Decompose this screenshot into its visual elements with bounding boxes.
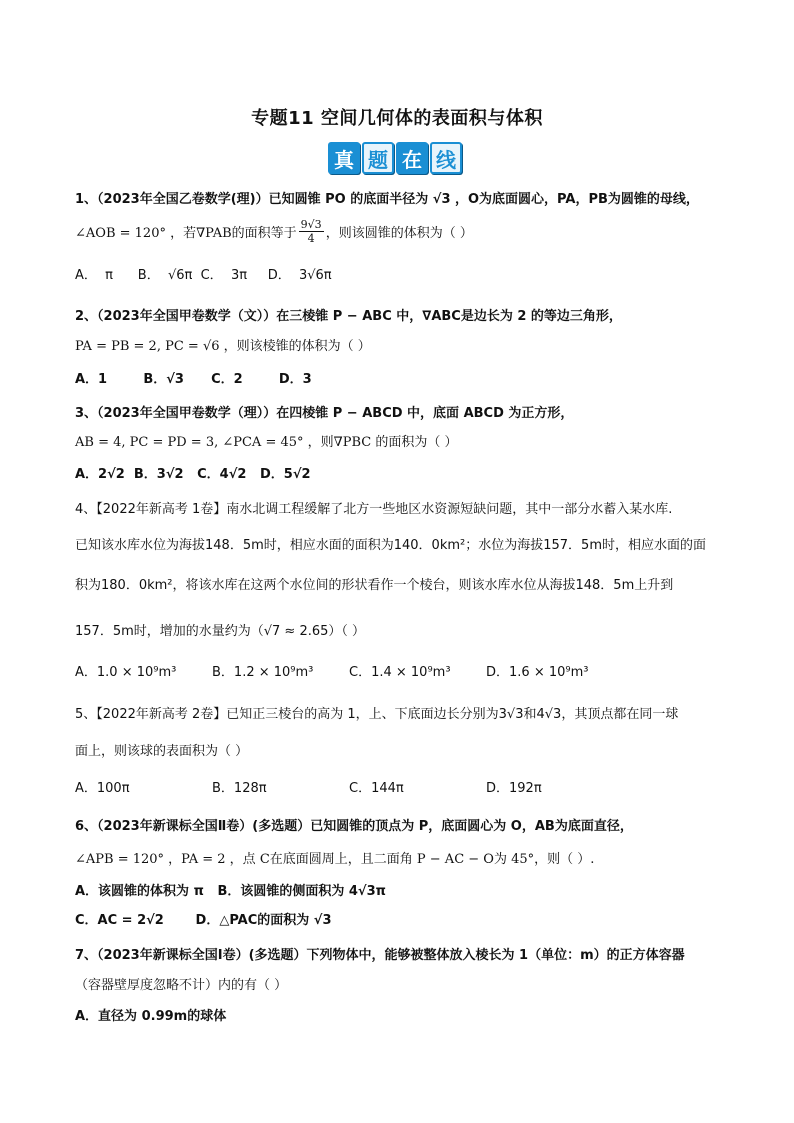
badge-char-2: 题	[362, 142, 394, 174]
zhenti-zaixian-badge	[328, 142, 462, 174]
q2-line-1: 2、（2023年全国甲卷数学（文））在三棱锥 P − ABC 中，∇ABC是边长为 2 的等边三角形，	[75, 309, 622, 324]
q5-option-c: C．144π	[349, 781, 404, 796]
q5-line-1: 5、【2022年新高考 2卷】已知正三棱台的高为 1，上、下底面边长分别为3√3和4√3，其顶点都在同一球	[75, 707, 679, 722]
q1-options: A． π B． √6π C． 3π D． 3√6π	[75, 268, 332, 283]
q2-options: A．1 B．√3 C．2 D．3	[75, 372, 312, 387]
page-title: 专题11 空间几何体的表面积与体积	[251, 108, 543, 129]
q4-option-d: D．1.6 × 10⁹m³	[486, 665, 589, 680]
q3-options: A．2√2 B．3√2 C．4√2 D．5√2	[75, 467, 311, 482]
q1-frac-num: 9√3	[300, 218, 322, 231]
q1-line-1: 1、（2023年全国乙卷数学(理)）已知圆锥 PO 的底面半径为 √3 ，O为底面圆心，PA，PB为圆锥的母线，	[75, 192, 699, 207]
q5-option-b: B．128π	[212, 781, 267, 796]
q1-fraction	[299, 218, 324, 245]
q6-line-2: ∠APB = 120° ，PA = 2 ，点 C在底面圆周上，且二面角 P − AC − O为 45°，则（ ）.	[75, 852, 595, 867]
q4-option-b: B．1.2 × 10⁹m³	[212, 665, 314, 680]
q4-option-a: A．1.0 × 10⁹m³	[75, 665, 177, 680]
q1-line-2	[75, 218, 473, 245]
badge-char-4: 线	[430, 142, 462, 174]
q7-line-1: 7、（2023年新课标全国Ⅰ卷）(多选题）下列物体中，能够被整体放入棱长为 1（单位：m）的正方体容器	[75, 948, 685, 963]
q3-line-1: 3、（2023年全国甲卷数学（理））在四棱锥 P − ABCD 中，底面 ABCD 为正方形，	[75, 406, 574, 421]
q2-line-2: PA = PB = 2, PC = √6 ，则该棱锥的体积为（ ）	[75, 339, 371, 354]
q4-line-3: 积为180．0km²，将该水库在这两个水位间的形状看作一个棱台，则该水库水位从海拔148．5m上升到	[75, 578, 674, 593]
q5-option-d: D．192π	[486, 781, 542, 796]
q6-line-1: 6、（2023年新课标全国Ⅱ卷）(多选题）已知圆锥的顶点为 P，底面圆心为 O，AB为底面直径，	[75, 819, 633, 834]
q3-line-2: AB = 4, PC = PD = 3, ∠PCA = 45° ，则∇PBC 的面积为（ ）	[75, 435, 458, 450]
q7-line-2: （容器壁厚度忽略不计）内的有（ ）	[75, 978, 288, 993]
q4-option-c: C．1.4 × 10⁹m³	[349, 665, 451, 680]
badge-char-1: 真	[328, 142, 360, 174]
q7-line-3: A．直径为 0.99m的球体	[75, 1009, 227, 1024]
q5-option-a: A．100π	[75, 781, 130, 796]
q1-line-2a: ∠AOB = 120° ，若∇PAB的面积等于	[75, 226, 297, 241]
q4-line-2: 已知该水库水位为海拔148．5m时，相应水面的面积为140．0km²；水位为海拔157．5m时，相应水面的面	[75, 538, 706, 553]
badge-char-3: 在	[396, 142, 428, 174]
q6-line-4: C．AC = 2√2 D．△PAC的面积为 √3	[75, 913, 332, 928]
q6-line-3: A．该圆锥的体积为 π B．该圆锥的侧面积为 4√3π	[75, 884, 386, 899]
q1-frac-den: 4	[307, 232, 315, 245]
q1-line-2b: ，则该圆锥的体积为（ ）	[325, 226, 473, 241]
q5-line-2: 面上，则该球的表面积为（ ）	[75, 744, 249, 759]
q4-line-4: 157．5m时，增加的水量约为（√7 ≈ 2.65）（ ）	[75, 624, 366, 639]
q4-line-1: 4、【2022年新高考 1卷】南水北调工程缓解了北方一些地区水资源短缺问题，其中一部分水蓄入某水库.	[75, 502, 673, 517]
